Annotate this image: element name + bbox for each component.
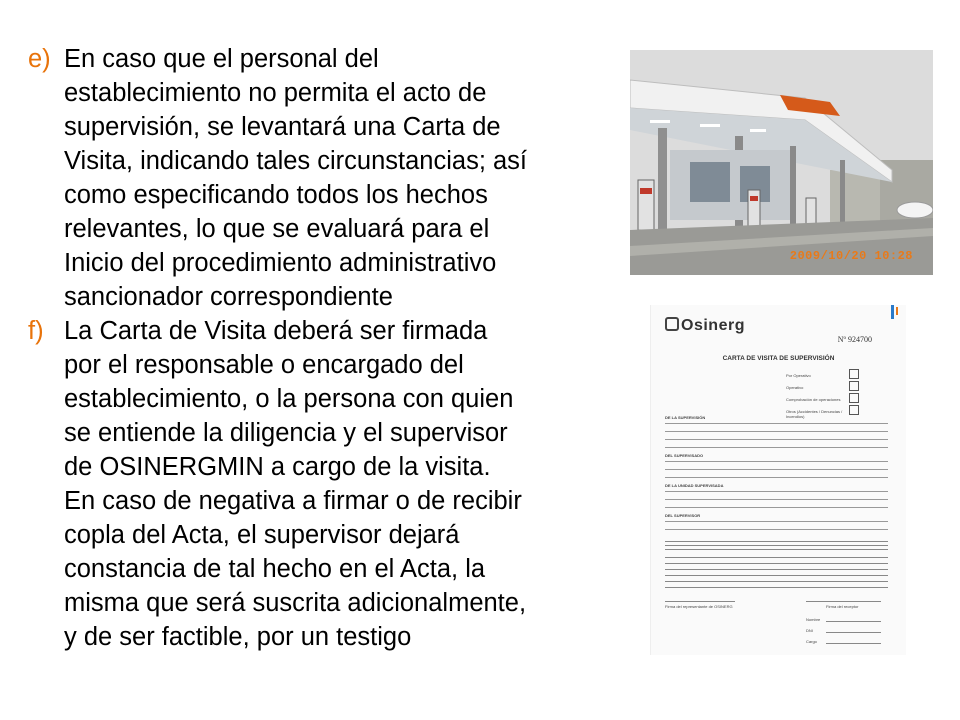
list-item-e bbox=[28, 42, 618, 314]
item-line: como especificando todos los hechos bbox=[64, 181, 488, 209]
checkbox-icon bbox=[849, 405, 859, 415]
item-line: La Carta de Visita deberá ser firmada bbox=[64, 317, 488, 345]
form-section-title: DEL SUPERVISOR bbox=[665, 513, 701, 518]
signature-field-label: Cargo bbox=[806, 639, 817, 644]
item-line: misma que será suscrita adicionalmente, bbox=[64, 589, 527, 617]
item-line: establecimiento no permita el acto de bbox=[64, 79, 487, 107]
form-number: Nº 924700 bbox=[837, 335, 872, 344]
checkbox-icon bbox=[849, 369, 859, 379]
form-section-title: DEL SUPERVISADO bbox=[665, 453, 704, 458]
list-marker: e) bbox=[28, 45, 51, 73]
gas-station-illustration bbox=[630, 50, 933, 275]
item-line: Visita, indicando tales circunstancias; así bbox=[64, 147, 528, 175]
item-line: establecimiento, o la persona con quien bbox=[64, 385, 514, 413]
form-option-label: Comprobación de operaciones bbox=[786, 397, 841, 402]
form-option-label: Por Operativo bbox=[786, 373, 811, 378]
list-item-f bbox=[28, 314, 618, 654]
visit-letter-form bbox=[650, 305, 906, 655]
form-title: CARTA DE VISITA DE SUPERVISIÓN bbox=[722, 355, 835, 362]
gas-station-photo bbox=[630, 50, 933, 275]
signature-field-label: Nombre bbox=[806, 617, 821, 622]
item-line: copla del Acta, el supervisor dejará bbox=[64, 521, 460, 549]
item-line: de OSINERGMIN a cargo de la visita. bbox=[64, 453, 491, 481]
item-line: se entiende la diligencia y el supervisor bbox=[64, 419, 508, 447]
scan-edge-mark bbox=[896, 307, 898, 315]
form-option-label: Operativo bbox=[786, 385, 804, 390]
form-section-title: DE LA SUPERVISIÓN bbox=[665, 415, 706, 420]
item-line: supervisión, se levantará una Carta de bbox=[64, 113, 501, 141]
photo-timestamp: 2009/10/20 10:28 bbox=[789, 249, 913, 263]
item-line: relevantes, lo que se evaluará para el bbox=[64, 215, 490, 243]
form-option-label: Otros (Accidentes / Denuncias / Incendios) bbox=[786, 409, 843, 419]
signature-label-right: Firma del receptor bbox=[826, 604, 859, 609]
item-line: sancionador correspondiente bbox=[64, 283, 393, 311]
checkbox-icon bbox=[849, 381, 859, 391]
text-block bbox=[28, 42, 618, 654]
osinerg-logo-icon bbox=[665, 317, 679, 331]
form-logo-text: Osinerg bbox=[681, 317, 745, 334]
form-section-title: DE LA UNIDAD SUPERVISADA bbox=[665, 483, 724, 488]
list-marker: f) bbox=[28, 317, 44, 345]
scan-edge-mark bbox=[891, 305, 894, 319]
item-line: Inicio del procedimiento administrativo bbox=[64, 249, 497, 277]
item-line: En caso que el personal del bbox=[64, 45, 379, 73]
item-line: y de ser factible, por un testigo bbox=[64, 623, 412, 651]
item-line: constancia de tal hecho en el Acta, la bbox=[64, 555, 486, 583]
signature-label-left: Firma del representante de OSINERG bbox=[665, 604, 733, 609]
checkbox-icon bbox=[849, 393, 859, 403]
item-line: por el responsable o encargado del bbox=[64, 351, 464, 379]
signature-field-label: DNI bbox=[806, 628, 813, 633]
item-line: En caso de negativa a firmar o de recibir bbox=[64, 487, 522, 515]
